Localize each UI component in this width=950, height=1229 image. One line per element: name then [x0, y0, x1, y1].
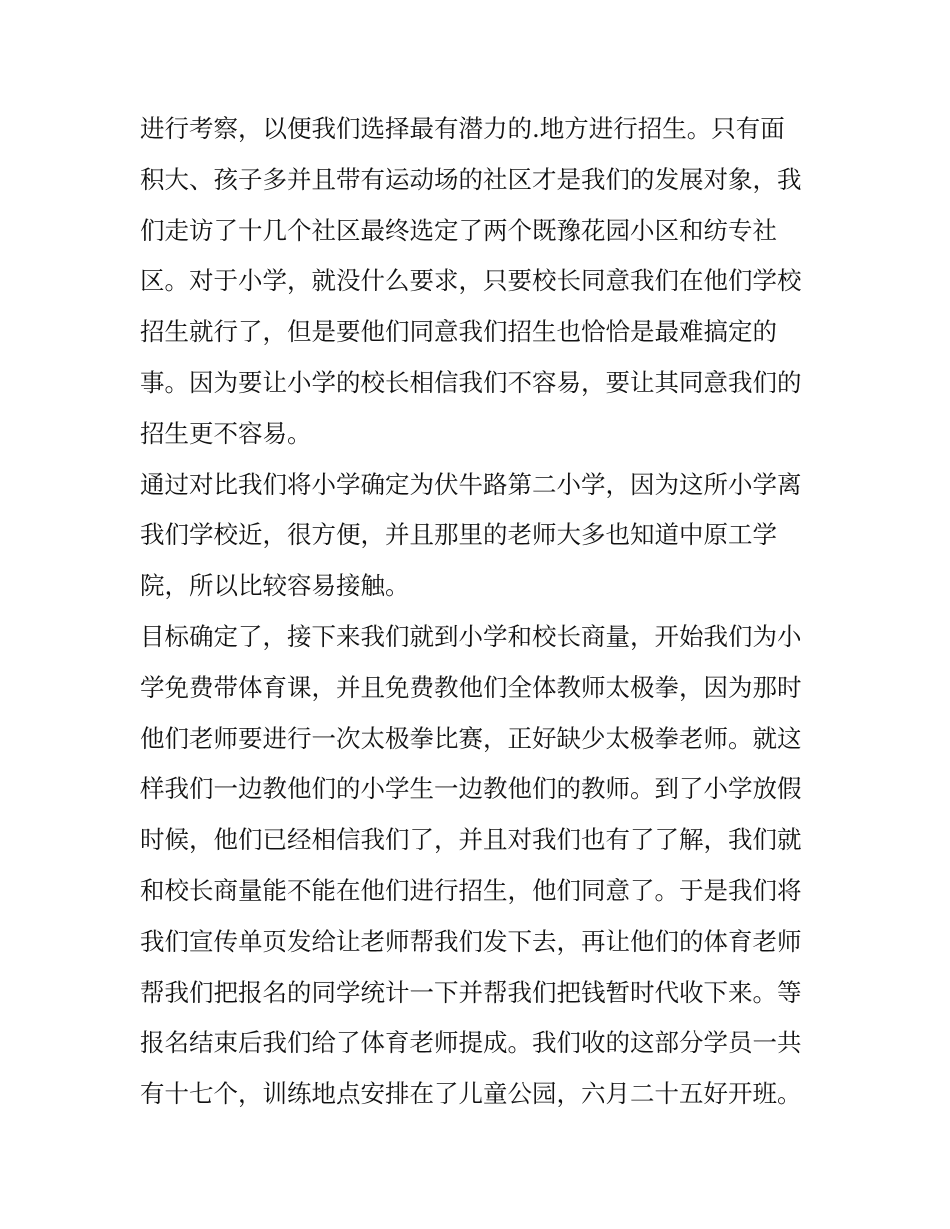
text-line: 院，所以比较容易接触。 — [140, 571, 410, 601]
paragraph-3 — [140, 612, 820, 1120]
text-line: 报名结束后我们给了体育老师提成。我们收的这部分学员一共 — [140, 1028, 802, 1058]
paragraph-1 — [140, 104, 820, 460]
text-line: 们走访了十几个社区最终选定了两个既豫花园小区和纺专社 — [140, 215, 777, 245]
paragraph-2 — [140, 460, 820, 612]
text-line: 他们老师要进行一次太极拳比赛，正好缺少太极拳老师。就这 — [140, 723, 802, 753]
document-body — [140, 104, 820, 1120]
text-line: 目标确定了，接下来我们就到小学和校长商量，开始我们为小 — [140, 621, 802, 651]
text-line: 进行考察，以便我们选择最有潜力的.地方进行招生。只有面 — [140, 114, 785, 143]
text-line: 帮我们把报名的同学统计一下并帮我们把钱暂时代收下来。等 — [140, 977, 802, 1007]
text-line: 样我们一边教他们的小学生一边教他们的教师。到了小学放假 — [140, 774, 802, 804]
text-line: 积大、孩子多并且带有运动场的社区才是我们的发展对象，我 — [140, 164, 802, 194]
text-line: 和校长商量能不能在他们进行招生，他们同意了。于是我们将 — [140, 875, 802, 905]
text-line: 区。对于小学，就没什么要求，只要校长同意我们在他们学校 — [140, 266, 802, 296]
text-line: 事。因为要让小学的校长相信我们不容易，要让其同意我们的 — [140, 367, 802, 397]
text-line: 时候，他们已经相信我们了，并且对我们也有了了解，我们就 — [140, 825, 802, 855]
text-line: 招生更不容易。 — [140, 418, 312, 448]
text-line: 我们宣传单页发给让老师帮我们发下去，再让他们的体育老师 — [140, 926, 802, 956]
text-line: 我们学校近，很方便，并且那里的老师大多也知道中原工学 — [140, 520, 777, 550]
text-line: 通过对比我们将小学确定为伏牛路第二小学，因为这所小学离 — [140, 469, 802, 499]
text-line: 招生就行了，但是要他们同意我们招生也恰恰是最难搞定的 — [140, 317, 777, 347]
text-line: 有十七个，训练地点安排在了儿童公园，六月二十五好开班。 — [140, 1079, 802, 1109]
text-line: 学免费带体育课，并且免费教他们全体教师太极拳，因为那时 — [140, 672, 802, 702]
